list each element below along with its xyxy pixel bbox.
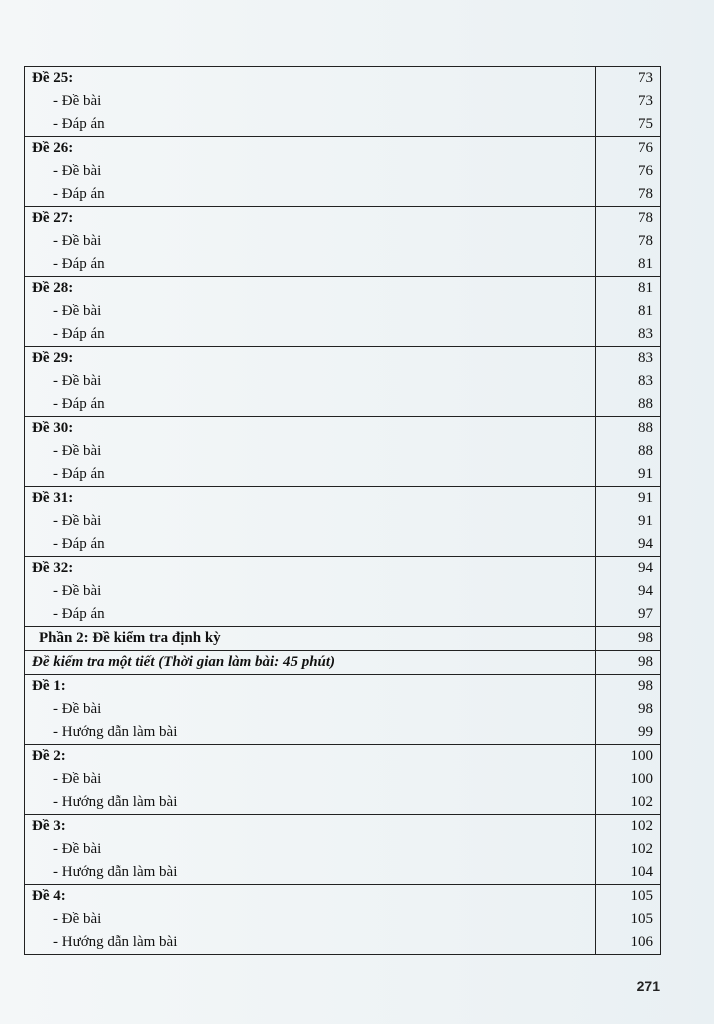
item-label: - Đề bài xyxy=(53,513,102,529)
section-page-number: 83 xyxy=(638,350,653,366)
item-page-number: 102 xyxy=(630,841,653,857)
toc-section xyxy=(25,417,661,487)
item-label: - Hướng dẫn làm bài xyxy=(53,724,178,740)
item-page-number: 81 xyxy=(638,256,653,272)
part-heading-title: Phần 2: Đề kiểm tra định kỳ xyxy=(39,630,221,646)
item-label: - Đề bài xyxy=(53,701,102,717)
toc-section-pages xyxy=(596,557,661,627)
toc-section-pages xyxy=(596,487,661,557)
item-page-number: 81 xyxy=(638,303,653,319)
section-title: Đề 26: xyxy=(32,140,74,156)
section-title: Đề 3: xyxy=(32,818,66,834)
item-label: - Đề bài xyxy=(53,771,102,787)
toc-section-pages xyxy=(596,815,661,885)
toc-section-pages xyxy=(596,675,661,745)
item-label: - Đề bài xyxy=(53,443,102,459)
section-title: Đề 27: xyxy=(32,210,74,226)
item-label: - Đáp án xyxy=(53,116,105,132)
toc-section-titles xyxy=(25,885,596,955)
item-page-number: 78 xyxy=(638,233,653,249)
toc-section-pages xyxy=(596,347,661,417)
toc-section-titles xyxy=(25,487,596,557)
section-title: Đề 28: xyxy=(32,280,74,296)
toc-section-pages xyxy=(596,137,661,207)
item-page-number: 75 xyxy=(638,116,653,132)
toc-section xyxy=(25,347,661,417)
item-label: - Đáp án xyxy=(53,326,105,342)
section-page-number: 78 xyxy=(638,210,653,226)
item-page-number: 97 xyxy=(638,606,653,622)
toc-section-titles xyxy=(25,207,596,277)
item-label: - Đề bài xyxy=(53,583,102,599)
part-heading-page-number: 98 xyxy=(638,630,653,646)
table-of-contents xyxy=(24,66,661,955)
toc-section xyxy=(25,557,661,627)
section-title: Đề 31: xyxy=(32,490,74,506)
item-page-number: 94 xyxy=(638,583,653,599)
toc-section-pages xyxy=(596,417,661,487)
toc-section xyxy=(25,207,661,277)
toc-section xyxy=(25,745,661,815)
section-page-number: 100 xyxy=(630,748,653,764)
item-label: - Đề bài xyxy=(53,93,102,109)
section-page-number: 88 xyxy=(638,420,653,436)
item-page-number: 104 xyxy=(630,864,653,880)
toc-section-titles xyxy=(25,277,596,347)
toc-section xyxy=(25,67,661,137)
item-page-number: 102 xyxy=(630,794,653,810)
item-label: - Đáp án xyxy=(53,466,105,482)
toc-section-titles xyxy=(25,815,596,885)
section-page-number: 105 xyxy=(630,888,653,904)
toc-section-pages xyxy=(596,67,661,137)
toc-section-pages xyxy=(596,277,661,347)
item-page-number: 91 xyxy=(638,513,653,529)
section-title: Đề 2: xyxy=(32,748,66,764)
item-label: - Hướng dẫn làm bài xyxy=(53,794,178,810)
item-page-number: 88 xyxy=(638,443,653,459)
subpart-heading-page-number: 98 xyxy=(638,654,653,670)
section-title: Đề 32: xyxy=(32,560,74,576)
toc-section xyxy=(25,815,661,885)
item-label: - Đáp án xyxy=(53,186,105,202)
item-page-number: 100 xyxy=(630,771,653,787)
section-page-number: 91 xyxy=(638,490,653,506)
item-label: - Đáp án xyxy=(53,606,105,622)
section-page-number: 76 xyxy=(638,140,653,156)
item-page-number: 88 xyxy=(638,396,653,412)
item-label: - Đáp án xyxy=(53,536,105,552)
item-page-number: 106 xyxy=(630,934,653,950)
toc-section-titles xyxy=(25,137,596,207)
section-page-number: 73 xyxy=(638,70,653,86)
toc-section-titles xyxy=(25,557,596,627)
section-page-number: 81 xyxy=(638,280,653,296)
item-label: - Đề bài xyxy=(53,911,102,927)
section-title: Đề 30: xyxy=(32,420,74,436)
toc-section xyxy=(25,885,661,955)
item-page-number: 76 xyxy=(638,163,653,179)
section-title: Đề 1: xyxy=(32,678,66,694)
section-title: Đề 25: xyxy=(32,70,74,86)
item-label: - Đề bài xyxy=(53,373,102,389)
subpart-heading-row xyxy=(25,651,661,675)
item-page-number: 83 xyxy=(638,326,653,342)
section-title: Đề 4: xyxy=(32,888,66,904)
toc-section-titles xyxy=(25,347,596,417)
item-page-number: 94 xyxy=(638,536,653,552)
item-page-number: 91 xyxy=(638,466,653,482)
item-label: - Đề bài xyxy=(53,163,102,179)
item-page-number: 73 xyxy=(638,93,653,109)
item-label: - Hướng dẫn làm bài xyxy=(53,934,178,950)
item-label: - Đáp án xyxy=(53,256,105,272)
toc-section-titles xyxy=(25,67,596,137)
item-page-number: 83 xyxy=(638,373,653,389)
item-label: - Đề bài xyxy=(53,841,102,857)
item-label: - Đề bài xyxy=(53,303,102,319)
item-page-number: 78 xyxy=(638,186,653,202)
part-heading-row xyxy=(25,627,661,651)
section-page-number: 98 xyxy=(638,678,653,694)
page-number: 271 xyxy=(636,978,660,994)
toc-section-pages xyxy=(596,745,661,815)
item-label: - Hướng dẫn làm bài xyxy=(53,864,178,880)
toc-section xyxy=(25,675,661,745)
section-title: Đề 29: xyxy=(32,350,74,366)
subpart-heading-title: Đề kiểm tra một tiết (Thời gian làm bài: 45 phút) xyxy=(32,654,336,670)
toc-section xyxy=(25,487,661,557)
item-page-number: 98 xyxy=(638,701,653,717)
section-page-number: 94 xyxy=(638,560,653,576)
toc-section xyxy=(25,277,661,347)
toc-section-titles xyxy=(25,417,596,487)
toc-section-pages xyxy=(596,207,661,277)
toc-section-titles xyxy=(25,745,596,815)
toc-section xyxy=(25,137,661,207)
item-label: - Đáp án xyxy=(53,396,105,412)
item-page-number: 105 xyxy=(630,911,653,927)
toc-section-titles xyxy=(25,675,596,745)
section-page-number: 102 xyxy=(630,818,653,834)
toc-section-pages xyxy=(596,885,661,955)
item-label: - Đề bài xyxy=(53,233,102,249)
item-page-number: 99 xyxy=(638,724,653,740)
